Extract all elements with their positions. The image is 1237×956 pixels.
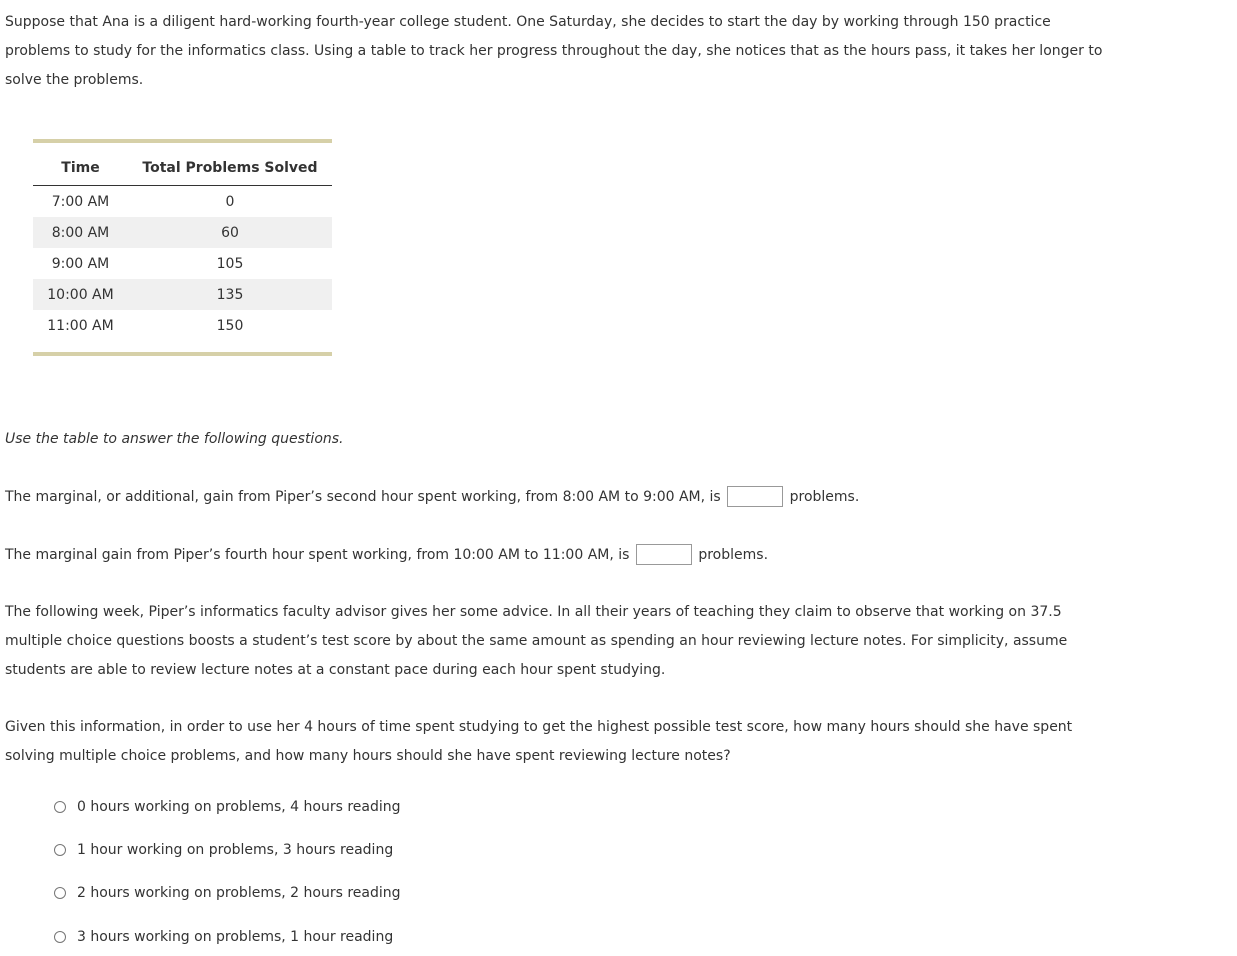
- cell-total: 0: [225, 193, 235, 210]
- advice-paragraph: The following week, Piper’s informatics faculty advisor gives her some advice. In all their years of teaching they claim to observe that working on 37.5 multiple choice questions boosts a student’s test score by about the same amount as spending an hour reviewing lecture notes. For simplicity, assume students are able to review lecture notes at a constant pace during each hour spent studying.: [5, 604, 1068, 678]
- allocation-question: Given this information, in order to use her 4 hours of time spent studying to get the highest possible test score, how many hours should she have spent solving multiple choice problems, and how many hours should she have spent reviewing lecture notes?: [5, 719, 1073, 764]
- header-time: Time: [33, 143, 128, 186]
- choice-label: 2 hours working on problems, 2 hours reading: [77, 885, 401, 901]
- cell-time: 11:00 AM: [47, 317, 114, 334]
- table-header-row: [33, 143, 332, 186]
- question-1-text: The marginal, or additional, gain from Piper’s second hour spent working, from 8:00 AM to 9:00 AM, is: [5, 489, 721, 505]
- radio-button[interactable]: [54, 801, 66, 813]
- table-row: [33, 310, 332, 341]
- cell-time: 8:00 AM: [33, 217, 128, 248]
- header-total-problems: Total Problems Solved: [128, 143, 332, 186]
- progress-table: [33, 139, 332, 356]
- cell-time: 9:00 AM: [51, 255, 110, 272]
- cell-total: 135: [128, 279, 332, 310]
- choice-option[interactable]: [54, 882, 401, 904]
- choice-option[interactable]: [54, 796, 401, 818]
- question-1-answer-input[interactable]: [727, 486, 783, 507]
- question-1-unit: problems.: [789, 489, 860, 505]
- question-2: [5, 541, 1115, 570]
- instruction-text: Use the table to answer the following questions.: [5, 431, 344, 447]
- question-2-answer-input[interactable]: [636, 544, 692, 565]
- choice-label: 1 hour working on problems, 3 hours reading: [77, 842, 394, 858]
- choice-label: 0 hours working on problems, 4 hours reading: [77, 799, 401, 815]
- cell-total: 60: [128, 217, 332, 248]
- choice-option[interactable]: [54, 926, 393, 948]
- radio-button[interactable]: [54, 844, 66, 856]
- progress-table-grid: [33, 143, 332, 341]
- table-row: [33, 279, 332, 310]
- question-2-text: The marginal gain from Piper’s fourth hour spent working, from 10:00 AM to 11:00 AM, is: [5, 547, 630, 563]
- radio-button[interactable]: [54, 887, 66, 899]
- table-row: [33, 217, 332, 248]
- question-2-unit: problems.: [698, 547, 769, 563]
- intro-paragraph: Suppose that Ana is a diligent hard-working fourth-year college student. One Saturday, she decides to start the day by working through 150 practice problems to study for the informatics class. Using a table to track her progress throughout the day, she notices that as the hours pass, it takes her longer to solve the problems.: [5, 14, 1103, 88]
- cell-time: 10:00 AM: [33, 279, 128, 310]
- cell-time: 7:00 AM: [51, 193, 110, 210]
- cell-total: 105: [216, 255, 244, 272]
- radio-button[interactable]: [54, 931, 66, 943]
- question-1: [5, 483, 1115, 512]
- table-row: [33, 186, 332, 218]
- choice-label: 3 hours working on problems, 1 hour reading: [77, 929, 394, 945]
- choice-option[interactable]: [54, 839, 393, 861]
- cell-total: 150: [216, 317, 244, 334]
- table-row: [33, 248, 332, 279]
